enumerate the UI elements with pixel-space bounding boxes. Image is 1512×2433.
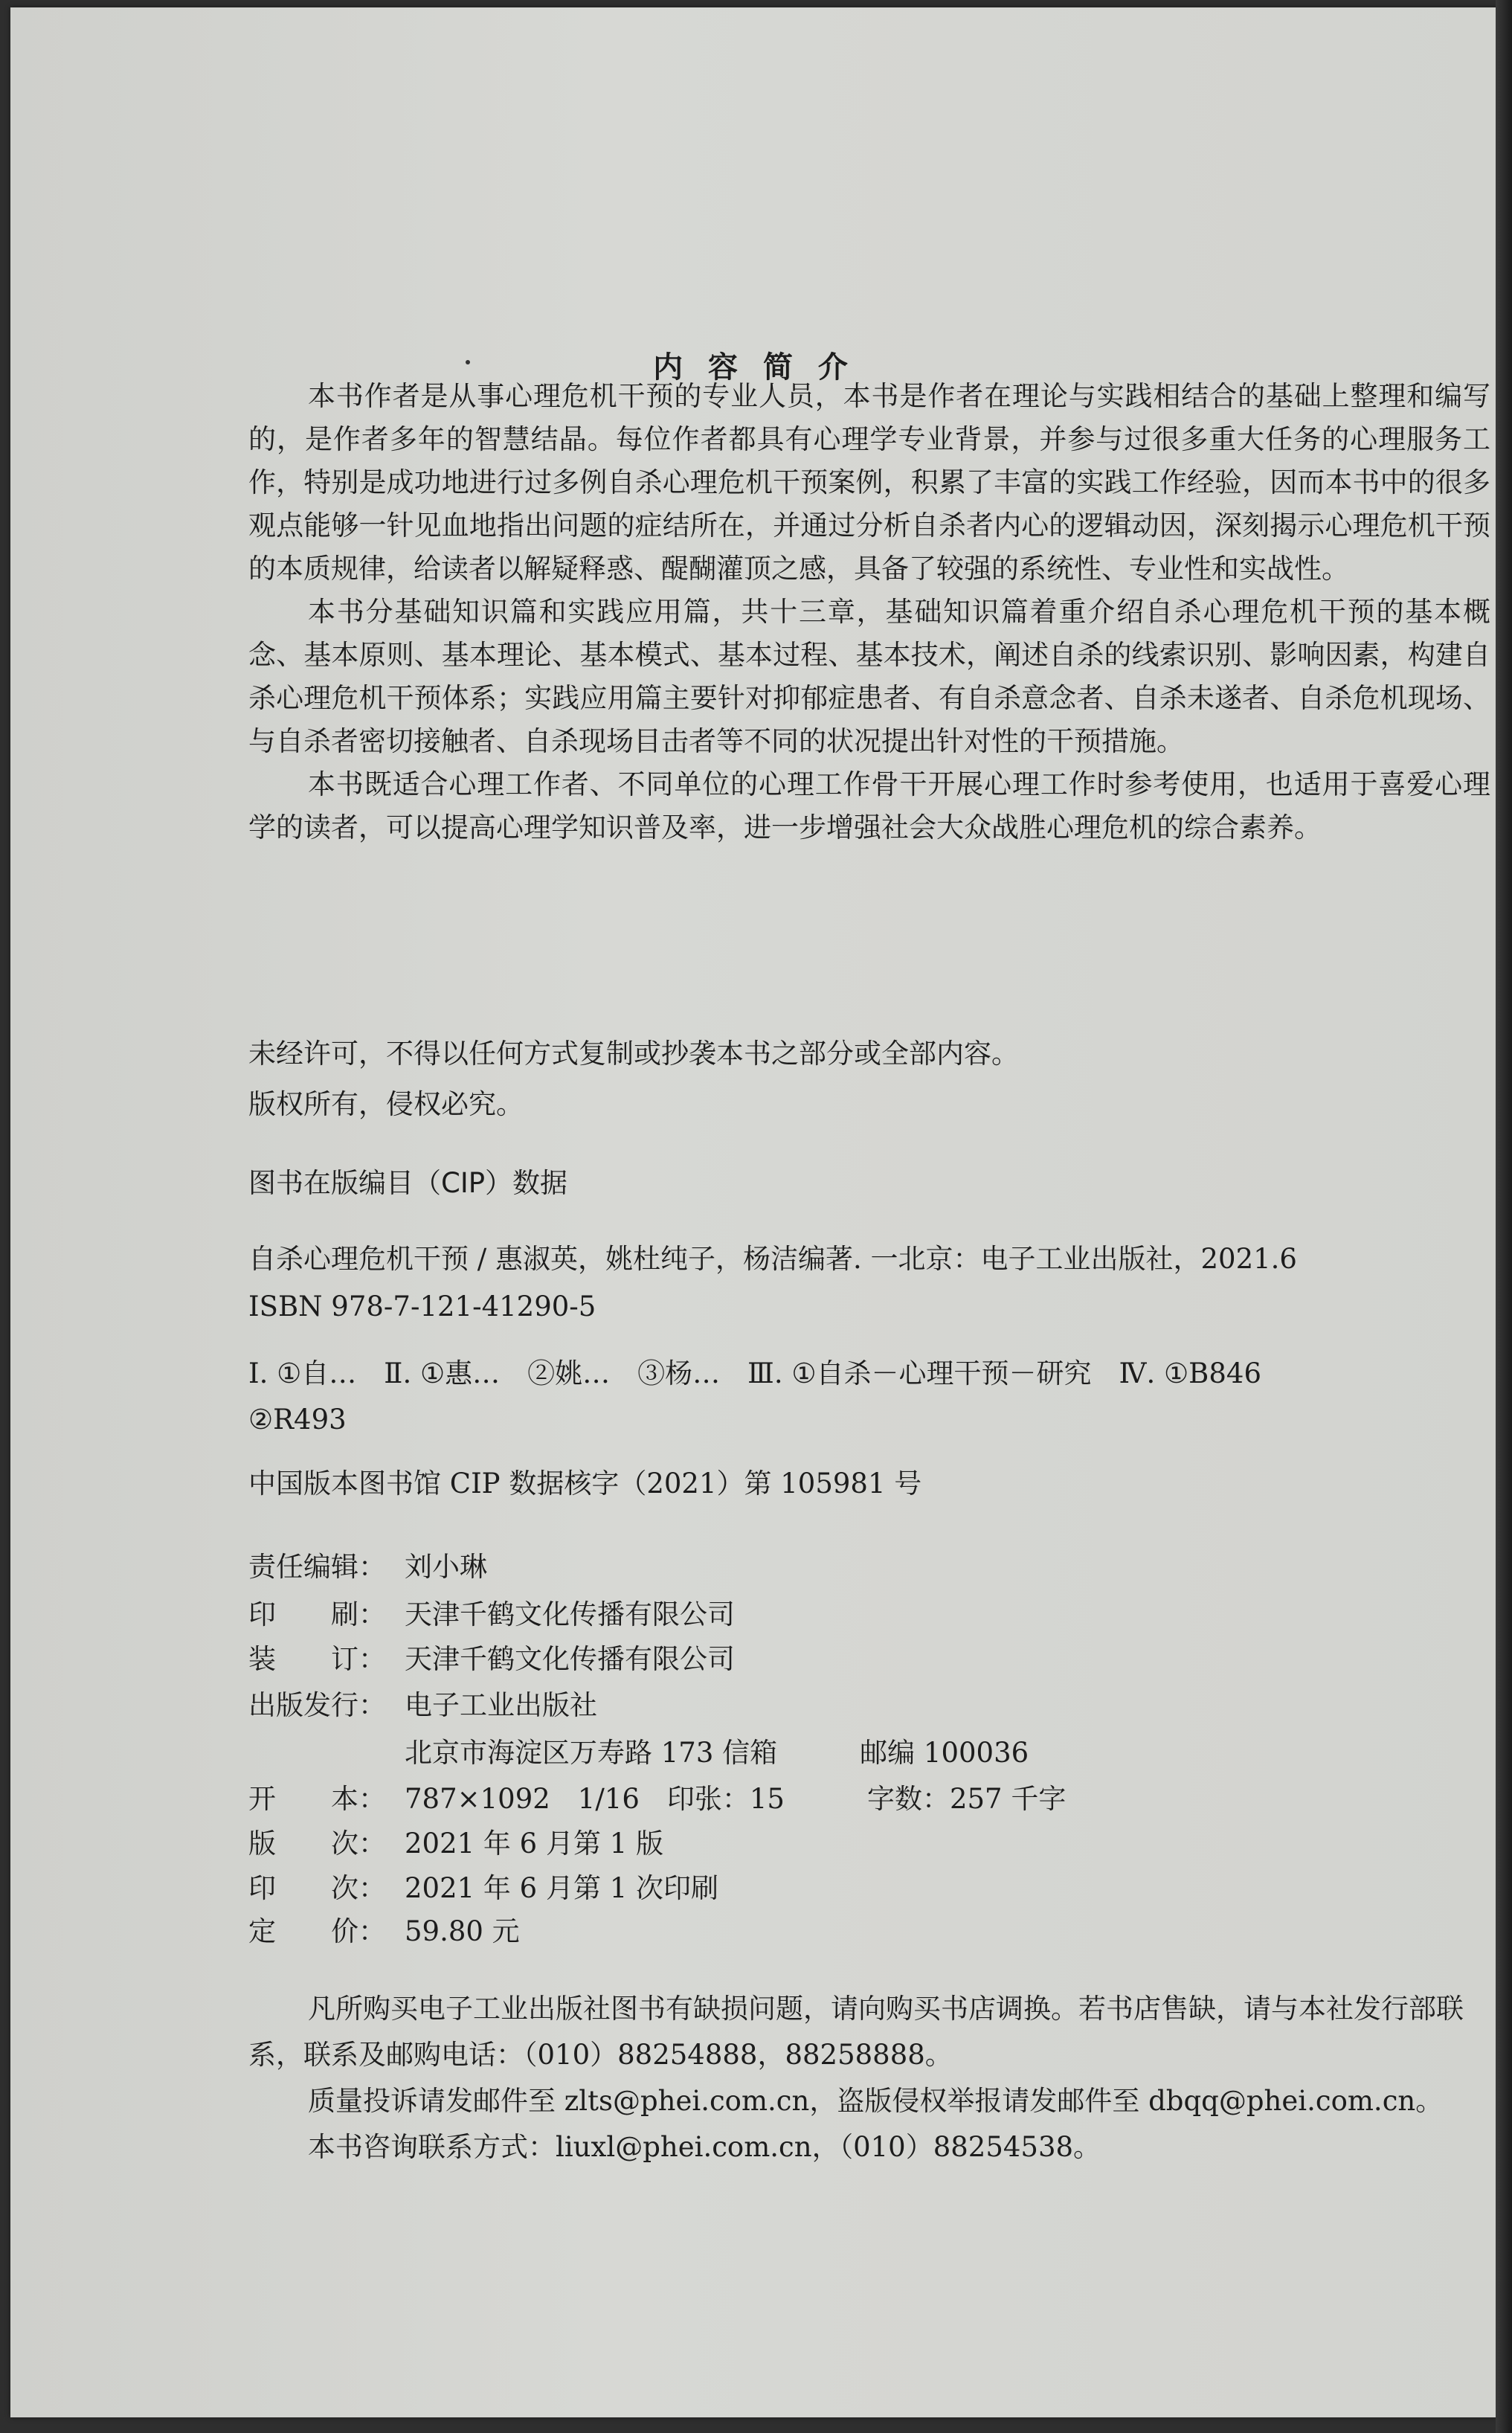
info-value: 天津千鹤文化传播有限公司 — [405, 1643, 735, 1675]
book-page — [10, 7, 1498, 2417]
info-label: 印 刷： — [248, 1598, 386, 1630]
info-editor — [248, 1546, 487, 1589]
info-binder — [248, 1638, 735, 1681]
info-label: 出版发行： — [248, 1689, 386, 1721]
rights-reserved: 版权所有，侵权必究。 — [248, 1088, 524, 1120]
info-format — [248, 1778, 1066, 1821]
info-label: 印 次： — [248, 1872, 386, 1904]
info-value: 2021 年 6 月第 1 版 — [405, 1828, 664, 1860]
footer-complaint-email: 质量投诉请发邮件至 zlts@phei.com.cn，盗版侵权举报请发邮件至 dbqq@phei.com.cn。 — [308, 2085, 1444, 2117]
intro-title: 内 容 简 介 — [653, 350, 855, 385]
info-edition — [248, 1822, 663, 1865]
info-printer — [248, 1593, 735, 1636]
intro-paragraph-2: 本书分基础知识篇和实践应用篇，共十三章，基础知识篇着重介绍自杀心理危机干预的基本概念、基本原则、基本理论、基本模式、基本过程、基本技术，阐述自杀的线索识别、影响因素，构建自杀心理危机干预体系；实践应用篇主要针对抑郁症患者、有自杀意念者、自杀未遂者、自杀危机现场、与自杀者密切接触者、自杀现场目击者等不同的状况提出针对性的干预措施。 — [248, 596, 1490, 757]
info-label: 责任编辑： — [248, 1551, 386, 1583]
isbn: ISBN 978-7-121-41290-5 — [248, 1291, 596, 1322]
intro-paragraph-1: 本书作者是从事心理危机干预的专业人员，本书是作者在理论与实践相结合的基础上整理和编写的，是作者多年的智慧结晶。每位作者都具有心理学专业背景，并参与过很多重大任务的心理服务工作，特别是成功地进行过多例自杀心理危机干预案例，积累了丰富的实践工作经验，因而本书中的很多观点能够一针见血地指出问题的症结所在，并通过分析自杀者内心的逻辑动因，深刻揭示心理危机干预的本质规律，给读者以解疑释惑、醍醐灌顶之感，具备了较强的系统性、专业性和实战性。 — [248, 380, 1490, 585]
cip-record: 自杀心理危机干预 / 惠淑英，姚杜纯子，杨洁编著. 一北京：电子工业出版社，2021.6 — [248, 1243, 1297, 1275]
cip-classification-2: ②R493 — [248, 1404, 347, 1436]
info-publisher — [248, 1684, 597, 1727]
info-printing — [248, 1867, 718, 1910]
footer-defect-notice: 凡所购买电子工业出版社图书有缺损问题，请向购买书店调换。若书店售缺，请与本社发行部联系，联系及邮购电话：（010）88254888，88258888。 — [248, 1993, 1464, 2071]
copyright-notice: 未经许可，不得以任何方式复制或抄袭本书之部分或全部内容。 — [248, 1038, 1019, 1070]
info-price — [248, 1910, 520, 1953]
scan-edge — [1496, 0, 1512, 2433]
info-value: 2021 年 6 月第 1 次印刷 — [405, 1872, 719, 1904]
intro-body — [248, 375, 1490, 849]
info-label: 定 价： — [248, 1915, 386, 1947]
info-value: 电子工业出版社 — [405, 1689, 597, 1721]
cip-heading: 图书在版编目（CIP）数据 — [248, 1167, 568, 1199]
footer-notes — [248, 1986, 1498, 2170]
info-label: 开 本： — [248, 1783, 386, 1815]
info-value: 天津千鹤文化传播有限公司 — [405, 1598, 735, 1630]
info-value: 787×1092 1/16 印张：15 字数：257 千字 — [405, 1783, 1067, 1815]
info-label: 版 次： — [248, 1828, 386, 1860]
footer-contact: 本书咨询联系方式：liuxl@phei.com.cn，（010）88254538。 — [308, 2131, 1101, 2163]
info-value: 刘小琳 — [405, 1551, 487, 1583]
info-value: 59.80 元 — [405, 1915, 520, 1947]
info-address — [248, 1732, 1029, 1775]
info-label: 装 订： — [248, 1643, 386, 1675]
info-value: 北京市海淀区万寿路 173 信箱 邮编 100036 — [405, 1737, 1029, 1769]
intro-paragraph-3: 本书既适合心理工作者、不同单位的心理工作骨干开展心理工作时参考使用，也适用于喜爱心理学的读者，可以提高心理学知识普及率，进一步增强社会大众战胜心理危机的综合素养。 — [248, 768, 1490, 843]
cip-classification: Ⅰ. ①自… Ⅱ. ①惠… ②姚… ③杨… Ⅲ. ①自杀－心理干预－研究 Ⅳ. ①B846 — [248, 1357, 1261, 1389]
cip-core-number: 中国版本图书馆 CIP 数据核字（2021）第 105981 号 — [248, 1468, 922, 1500]
